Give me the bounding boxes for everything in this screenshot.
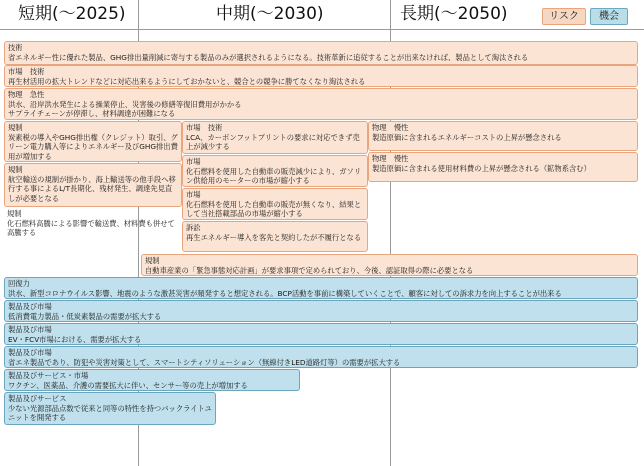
risk-description: 洪水、沿岸洪水発生による操業停止、災害後の修繕等復旧費用がかかる サプライチェーンが停滞し、材料調達が困難になる bbox=[8, 99, 242, 119]
risk-description: 化石燃料を使用した自動車の販売が無くなり、結果として当社搭載部品の市場が縮小する bbox=[186, 199, 362, 219]
risk-market-fossil-vehicles bbox=[182, 188, 368, 220]
risk-market-lca bbox=[182, 121, 368, 154]
opportunity-description: EV・FCV市場における、需要が拡大する bbox=[8, 334, 142, 344]
legend-risk: リスク bbox=[542, 8, 586, 25]
risk-category: 訴訟 bbox=[186, 223, 201, 232]
risk-physical-chronic-energy bbox=[368, 121, 638, 151]
risk-category: 規制 bbox=[7, 209, 22, 218]
risk-description: 化石燃料を使用した自動車の販売減少により、ガソリン供給用のモーターの市場が縮小する bbox=[186, 166, 362, 186]
opportunity-description: ワクチン、医薬品、介護の需要拡大に伴い、センサー等の売上が増加する bbox=[8, 380, 248, 390]
opportunity-category: 製品及びサービス・市場 bbox=[8, 371, 89, 380]
opportunity-low-power-products bbox=[4, 300, 638, 322]
opportunity-description: 少ない光源部品点数で従来と同等の特性を持つバックライトユニットを開発する bbox=[8, 403, 212, 423]
risk-regulation-air-freight bbox=[4, 163, 182, 207]
risk-regulation-fuel-cost bbox=[4, 208, 182, 242]
opportunity-medical-sensors bbox=[4, 369, 300, 391]
opportunity-category: 回復力 bbox=[8, 279, 30, 288]
risk-physical-acute-flood bbox=[4, 88, 638, 120]
risk-litigation-renewable bbox=[182, 221, 368, 252]
risk-physical-chronic-materials bbox=[368, 152, 638, 182]
header-divider bbox=[0, 29, 644, 30]
opportunity-category: 製品及びサービス bbox=[8, 394, 67, 403]
risk-category: 物理 慢性 bbox=[372, 123, 409, 132]
opportunity-category: 製品及び市場 bbox=[8, 348, 52, 357]
risk-regulation-carbon-tax bbox=[4, 121, 182, 162]
risk-market-gasoline-motor bbox=[182, 155, 368, 187]
risk-description: 再生材活用の拡大トレンドなどに対応出来るようにしておかないと、競合との競争に勝てなくなり淘汰される bbox=[8, 76, 366, 86]
risk-category: 規制 bbox=[8, 165, 23, 174]
risk-description: 自動車産業の「緊急事態対応計画」が要求事項で定められており、今後、認証取得の際に必要となる bbox=[145, 265, 474, 275]
opportunity-smart-city bbox=[4, 346, 638, 368]
opportunity-description: 洪水、新型コロナウイルス影響、地震のような激甚災害が頻発すると想定される。BCP活動を事前に構築していくことで、顧客に対しての訴求力を向上することが出来る bbox=[8, 288, 562, 298]
risk-regulation-contingency-plan bbox=[141, 254, 638, 276]
opportunity-resilience-bcp bbox=[4, 277, 638, 299]
risk-description: 炭素税の導入やGHG排出権（クレジット）取引、グリーン電力購入等によりエネルギー及びGHG排出費用が増加する bbox=[8, 132, 178, 161]
risk-category: 物理 急性 bbox=[8, 90, 45, 99]
risk-category: 規制 bbox=[145, 256, 160, 265]
opportunity-description: 省エネ製品であり、防犯や災害対策として、スマートシティソリューション（無線付きLED道路灯等）の需要が拡大する bbox=[8, 357, 401, 367]
risk-description: 再生エネルギー導入を客先と契約したが不履行となる bbox=[186, 232, 362, 242]
risk-description: LCA、カーボンフットプリントの要求に対応できず売上が減少する bbox=[186, 132, 360, 152]
risk-category: 技術 bbox=[8, 43, 23, 52]
risk-technology-efficiency bbox=[4, 41, 638, 65]
risk-description: 製造原価に含まれるエネルギーコストの上昇が懸念される bbox=[372, 132, 562, 142]
risk-description: 省エネルギー性に優れた製品、GHG排出量削減に寄与する製品のみが選択されるようになる。技術革新に追従することが出来なければ、製品として淘汰される bbox=[8, 52, 529, 62]
period-mid-term: 中期(～2030) bbox=[216, 4, 324, 24]
risk-description: 化石燃料高騰による影響で輸送費、材料費も併せて高騰する bbox=[7, 218, 175, 238]
risk-category: 市場 bbox=[186, 190, 201, 199]
opportunity-ev-fcv-market bbox=[4, 323, 638, 345]
risk-category: 市場 bbox=[186, 157, 201, 166]
risk-category: 規制 bbox=[8, 123, 23, 132]
period-short-term: 短期(～2025) bbox=[18, 4, 126, 24]
opportunity-category: 製品及び市場 bbox=[8, 325, 52, 334]
opportunity-backlight-unit bbox=[4, 392, 216, 425]
period-long-term: 長期(～2050) bbox=[400, 4, 508, 24]
risk-description: 航空輸送の規制が掛かり、海上輸送等の他手段へ移行する事によるL/T長期化、残材発生、調達先見直しが必要となる bbox=[8, 174, 176, 203]
risk-description: 製造原価に含まれる使用材料費の上昇が懸念される（鉱物系含む） bbox=[372, 163, 591, 173]
opportunity-category: 製品及び市場 bbox=[8, 302, 52, 311]
legend-opportunity: 機会 bbox=[590, 8, 628, 25]
risk-category: 物理 慢性 bbox=[372, 154, 409, 163]
risk-category: 市場 技術 bbox=[186, 123, 223, 132]
risk-category: 市場 技術 bbox=[8, 67, 45, 76]
opportunity-description: 低消費電力製品・低炭素製品の需要が拡大する bbox=[8, 311, 162, 321]
risk-market-recycled-materials bbox=[4, 65, 638, 87]
